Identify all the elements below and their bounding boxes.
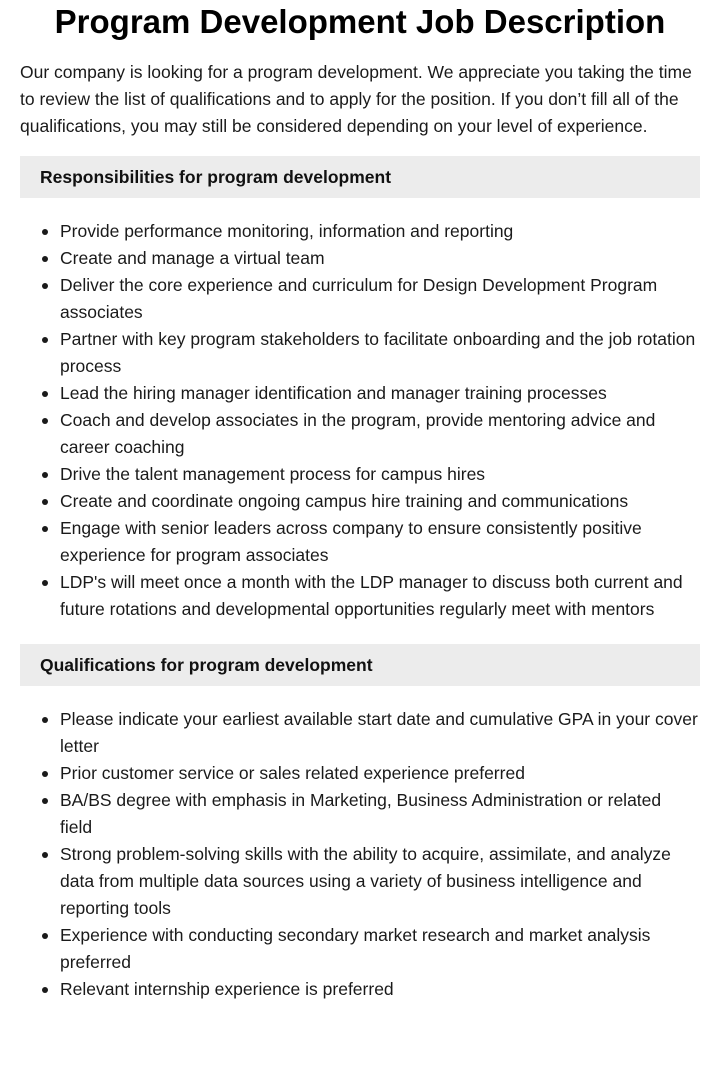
list-item-text: Create and coordinate ongoing campus hire training and communications [60, 491, 629, 511]
qualifications-header: Qualifications for program development [20, 644, 700, 686]
bullet-icon [42, 987, 48, 993]
list-item [60, 787, 700, 841]
bullet-icon [42, 717, 48, 723]
list-item-text: Create and manage a virtual team [60, 248, 325, 268]
responsibilities-header: Responsibilities for program development [20, 156, 700, 198]
bullet-icon [42, 391, 48, 397]
list-item-text: Drive the talent management process for campus hires [60, 464, 486, 484]
list-item [60, 922, 700, 976]
list-item-text: Please indicate your earliest available start date and cumulative GPA in your cover letter [60, 709, 698, 756]
list-item-text: Provide performance monitoring, information and reporting [60, 221, 514, 241]
list-item [60, 976, 700, 1003]
list-item [60, 515, 700, 569]
list-item-text: Partner with key program stakeholders to facilitate onboarding and the job rotation process [60, 329, 696, 376]
list-item [60, 218, 700, 245]
list-item [60, 407, 700, 461]
bullet-icon [42, 337, 48, 343]
bullet-icon [42, 256, 48, 262]
list-item [60, 488, 700, 515]
bullet-icon [42, 283, 48, 289]
list-item [60, 245, 700, 272]
page-title: Program Development Job Description [54, 3, 666, 40]
bullet-icon [42, 472, 48, 478]
list-item [60, 272, 700, 326]
list-item-text: Experience with conducting secondary market research and market analysis preferred [60, 925, 651, 972]
bullet-icon [42, 933, 48, 939]
list-item [60, 760, 700, 787]
qualifications-list [20, 706, 700, 1003]
bullet-icon [42, 771, 48, 777]
list-item [60, 326, 700, 380]
bullet-icon [42, 580, 48, 586]
list-item-text: Prior customer service or sales related experience preferred [60, 763, 525, 783]
list-item-text: Deliver the core experience and curriculum for Design Development Program associates [60, 275, 658, 322]
list-item [60, 569, 700, 623]
list-item [60, 841, 700, 922]
bullet-icon [42, 852, 48, 858]
list-item-text: Coach and develop associates in the program, provide mentoring advice and career coaching [60, 410, 656, 457]
list-item-text: LDP's will meet once a month with the LDP manager to discuss both current and future rotations and developmental opportunities regularly meet with mentors [60, 572, 683, 619]
list-item-text: Engage with senior leaders across company to ensure consistently positive experience for program associates [60, 518, 642, 565]
list-item [60, 461, 700, 488]
bullet-icon [42, 798, 48, 804]
bullet-icon [42, 526, 48, 532]
list-item-text: Relevant internship experience is preferred [60, 979, 394, 999]
bullet-icon [42, 418, 48, 424]
list-item-text: BA/BS degree with emphasis in Marketing, Business Administration or related field [60, 790, 662, 837]
responsibilities-list [20, 218, 700, 623]
bullet-icon [42, 499, 48, 505]
intro-paragraph: Our company is looking for a program development. We appreciate you taking the time to review the list of qualifications and to apply for the position. If you don’t fill all of the qualifications, you may still be considered depending on your level of experience. [20, 62, 692, 136]
list-item-text: Lead the hiring manager identification and manager training processes [60, 383, 607, 403]
bullet-icon [42, 229, 48, 235]
list-item [60, 380, 700, 407]
list-item-text: Strong problem-solving skills with the ability to acquire, assimilate, and analyze data from multiple data sources using a variety of business intelligence and reporting tools [60, 844, 671, 918]
list-item [60, 706, 700, 760]
